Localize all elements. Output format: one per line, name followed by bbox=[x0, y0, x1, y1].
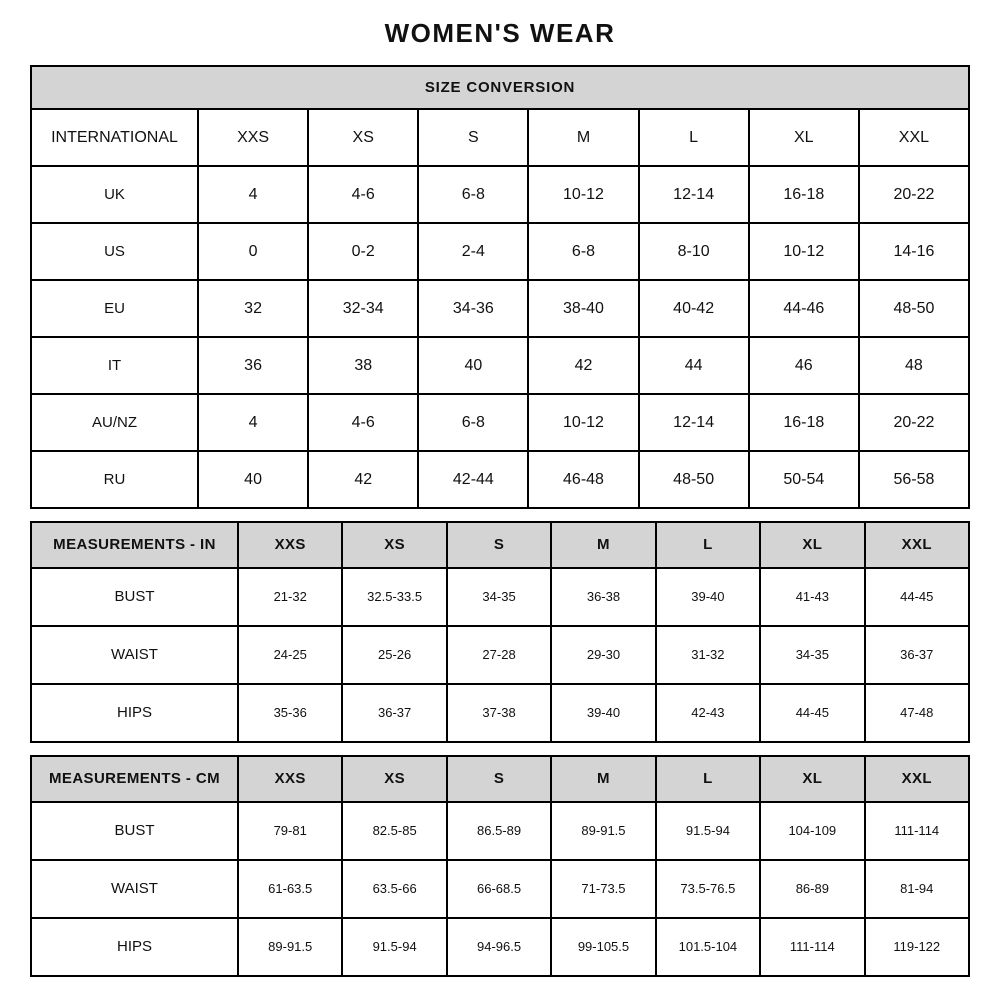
table-row bbox=[31, 918, 969, 976]
table-row bbox=[31, 337, 969, 394]
row-label-cell: HIPS bbox=[31, 684, 238, 742]
value-cell: 82.5-85 bbox=[342, 802, 446, 860]
value-cell: 44 bbox=[639, 337, 749, 394]
row-label-cell: AU/NZ bbox=[31, 394, 198, 451]
value-cell: 40 bbox=[418, 337, 528, 394]
table-row bbox=[31, 684, 969, 742]
value-cell: 32-34 bbox=[308, 280, 418, 337]
header-size-cell: XS bbox=[308, 109, 418, 166]
header-label-cell: MEASUREMENTS - CM bbox=[31, 756, 238, 802]
value-cell: 86-89 bbox=[760, 860, 864, 918]
value-cell: 4-6 bbox=[308, 394, 418, 451]
header-size-cell: M bbox=[528, 109, 638, 166]
value-cell: 34-36 bbox=[418, 280, 528, 337]
value-cell: 42 bbox=[308, 451, 418, 508]
header-size-cell: XXS bbox=[198, 109, 308, 166]
row-label-cell: IT bbox=[31, 337, 198, 394]
table-header-row bbox=[31, 756, 969, 802]
value-cell: 6-8 bbox=[418, 394, 528, 451]
value-cell: 119-122 bbox=[865, 918, 969, 976]
page-title: WOMEN'S WEAR bbox=[384, 18, 616, 48]
header-size-cell: XXS bbox=[238, 522, 342, 568]
value-cell: 10-12 bbox=[528, 166, 638, 223]
value-cell: 91.5-94 bbox=[656, 802, 760, 860]
header-size-cell: S bbox=[447, 522, 551, 568]
value-cell: 46 bbox=[749, 337, 859, 394]
size-conversion-table-body bbox=[31, 66, 969, 508]
table-row bbox=[31, 166, 969, 223]
value-cell: 48-50 bbox=[639, 451, 749, 508]
measurements-cm-table-body bbox=[31, 756, 969, 976]
header-size-cell: XS bbox=[342, 522, 446, 568]
value-cell: 8-10 bbox=[639, 223, 749, 280]
value-cell: 36-37 bbox=[865, 626, 969, 684]
header-size-cell: XXL bbox=[859, 109, 969, 166]
value-cell: 16-18 bbox=[749, 166, 859, 223]
measurements-in-table-body bbox=[31, 522, 969, 742]
measurements-cm-table bbox=[30, 755, 970, 977]
value-cell: 36 bbox=[198, 337, 308, 394]
value-cell: 89-91.5 bbox=[551, 802, 655, 860]
value-cell: 94-96.5 bbox=[447, 918, 551, 976]
value-cell: 48-50 bbox=[859, 280, 969, 337]
table-row bbox=[31, 223, 969, 280]
table-row bbox=[31, 451, 969, 508]
value-cell: 56-58 bbox=[859, 451, 969, 508]
value-cell: 39-40 bbox=[551, 684, 655, 742]
header-size-cell: XS bbox=[342, 756, 446, 802]
value-cell: 37-38 bbox=[447, 684, 551, 742]
value-cell: 99-105.5 bbox=[551, 918, 655, 976]
value-cell: 73.5-76.5 bbox=[656, 860, 760, 918]
value-cell: 38-40 bbox=[528, 280, 638, 337]
header-size-cell: XL bbox=[749, 109, 859, 166]
value-cell: 4 bbox=[198, 166, 308, 223]
header-size-cell: M bbox=[551, 522, 655, 568]
header-size-cell: S bbox=[447, 756, 551, 802]
row-label-cell: EU bbox=[31, 280, 198, 337]
value-cell: 42-43 bbox=[656, 684, 760, 742]
value-cell: 6-8 bbox=[418, 166, 528, 223]
value-cell: 66-68.5 bbox=[447, 860, 551, 918]
table-header-row bbox=[31, 109, 969, 166]
table-row bbox=[31, 802, 969, 860]
row-label-cell: WAIST bbox=[31, 626, 238, 684]
header-label-cell: INTERNATIONAL bbox=[31, 109, 198, 166]
header-size-cell: XXS bbox=[238, 756, 342, 802]
value-cell: 16-18 bbox=[749, 394, 859, 451]
header-size-cell: L bbox=[656, 756, 760, 802]
value-cell: 29-30 bbox=[551, 626, 655, 684]
value-cell: 111-114 bbox=[865, 802, 969, 860]
value-cell: 48 bbox=[859, 337, 969, 394]
value-cell: 20-22 bbox=[859, 394, 969, 451]
value-cell: 91.5-94 bbox=[342, 918, 446, 976]
value-cell: 39-40 bbox=[656, 568, 760, 626]
row-label-cell: BUST bbox=[31, 568, 238, 626]
value-cell: 34-35 bbox=[447, 568, 551, 626]
table-row bbox=[31, 280, 969, 337]
measurements-in-table bbox=[30, 521, 970, 743]
header-size-cell: XXL bbox=[865, 522, 969, 568]
table-row bbox=[31, 394, 969, 451]
value-cell: 34-35 bbox=[760, 626, 864, 684]
value-cell: 4-6 bbox=[308, 166, 418, 223]
value-cell: 40-42 bbox=[639, 280, 749, 337]
value-cell: 36-38 bbox=[551, 568, 655, 626]
value-cell: 44-45 bbox=[760, 684, 864, 742]
value-cell: 86.5-89 bbox=[447, 802, 551, 860]
value-cell: 42 bbox=[528, 337, 638, 394]
table-row bbox=[31, 568, 969, 626]
value-cell: 25-26 bbox=[342, 626, 446, 684]
row-label-cell: UK bbox=[31, 166, 198, 223]
value-cell: 79-81 bbox=[238, 802, 342, 860]
value-cell: 111-114 bbox=[760, 918, 864, 976]
value-cell: 24-25 bbox=[238, 626, 342, 684]
value-cell: 71-73.5 bbox=[551, 860, 655, 918]
value-cell: 12-14 bbox=[639, 166, 749, 223]
value-cell: 10-12 bbox=[528, 394, 638, 451]
value-cell: 20-22 bbox=[859, 166, 969, 223]
value-cell: 63.5-66 bbox=[342, 860, 446, 918]
value-cell: 0-2 bbox=[308, 223, 418, 280]
value-cell: 14-16 bbox=[859, 223, 969, 280]
row-label-cell: WAIST bbox=[31, 860, 238, 918]
table-banner-cell: SIZE CONVERSION bbox=[31, 66, 969, 109]
row-label-cell: HIPS bbox=[31, 918, 238, 976]
value-cell: 32 bbox=[198, 280, 308, 337]
row-label-cell: US bbox=[31, 223, 198, 280]
value-cell: 21-32 bbox=[238, 568, 342, 626]
table-row bbox=[31, 626, 969, 684]
value-cell: 42-44 bbox=[418, 451, 528, 508]
header-size-cell: M bbox=[551, 756, 655, 802]
row-label-cell: BUST bbox=[31, 802, 238, 860]
value-cell: 41-43 bbox=[760, 568, 864, 626]
value-cell: 0 bbox=[198, 223, 308, 280]
value-cell: 50-54 bbox=[749, 451, 859, 508]
value-cell: 44-45 bbox=[865, 568, 969, 626]
value-cell: 35-36 bbox=[238, 684, 342, 742]
value-cell: 38 bbox=[308, 337, 418, 394]
value-cell: 61-63.5 bbox=[238, 860, 342, 918]
table-banner-row bbox=[31, 66, 969, 109]
value-cell: 36-37 bbox=[342, 684, 446, 742]
value-cell: 10-12 bbox=[749, 223, 859, 280]
value-cell: 46-48 bbox=[528, 451, 638, 508]
header-size-cell: S bbox=[418, 109, 528, 166]
value-cell: 101.5-104 bbox=[656, 918, 760, 976]
value-cell: 4 bbox=[198, 394, 308, 451]
value-cell: 47-48 bbox=[865, 684, 969, 742]
value-cell: 44-46 bbox=[749, 280, 859, 337]
size-conversion-table bbox=[30, 65, 970, 509]
value-cell: 81-94 bbox=[865, 860, 969, 918]
table-row bbox=[31, 860, 969, 918]
value-cell: 32.5-33.5 bbox=[342, 568, 446, 626]
header-size-cell: L bbox=[656, 522, 760, 568]
header-size-cell: XL bbox=[760, 756, 864, 802]
value-cell: 31-32 bbox=[656, 626, 760, 684]
header-size-cell: L bbox=[639, 109, 749, 166]
header-size-cell: XXL bbox=[865, 756, 969, 802]
value-cell: 89-91.5 bbox=[238, 918, 342, 976]
header-size-cell: XL bbox=[760, 522, 864, 568]
row-label-cell: RU bbox=[31, 451, 198, 508]
value-cell: 104-109 bbox=[760, 802, 864, 860]
table-header-row bbox=[31, 522, 969, 568]
value-cell: 27-28 bbox=[447, 626, 551, 684]
header-label-cell: MEASUREMENTS - IN bbox=[31, 522, 238, 568]
value-cell: 40 bbox=[198, 451, 308, 508]
value-cell: 6-8 bbox=[528, 223, 638, 280]
value-cell: 12-14 bbox=[639, 394, 749, 451]
value-cell: 2-4 bbox=[418, 223, 528, 280]
